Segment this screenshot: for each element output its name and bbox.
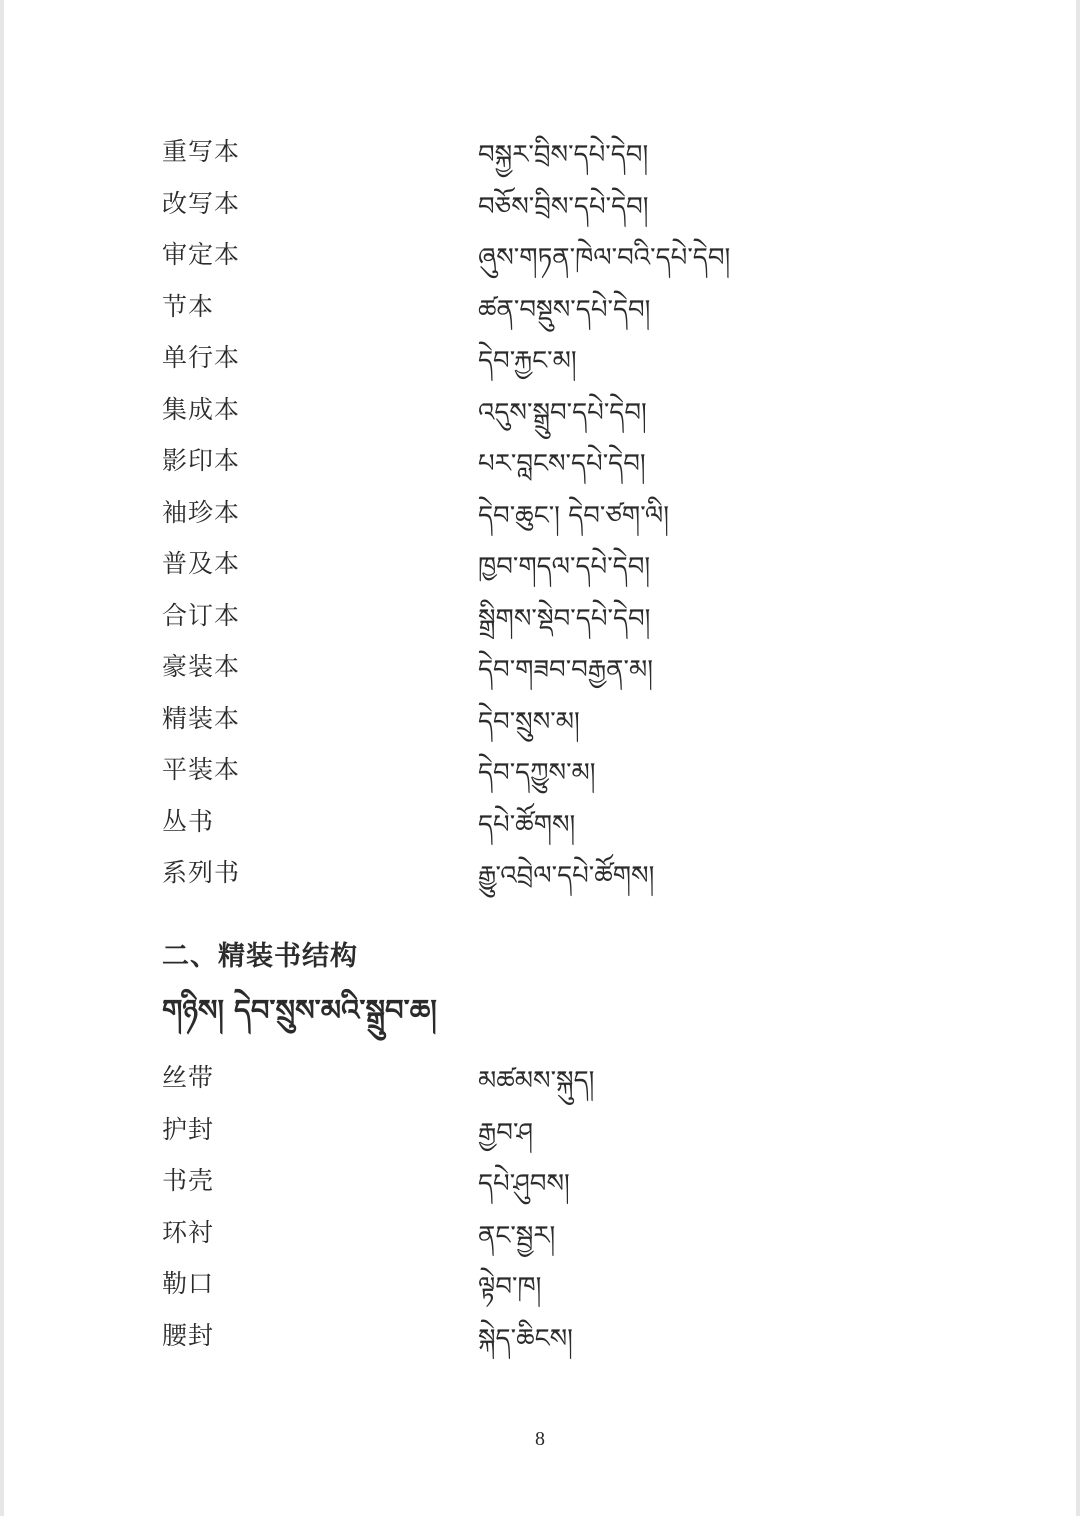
term-chinese: 改写本 — [162, 188, 241, 218]
term-chinese: 豪装本 — [162, 652, 241, 681]
term-chinese: 护封 — [162, 1114, 215, 1144]
term-chinese: 勒口 — [162, 1269, 215, 1298]
term-tibetan: དེབ་གཟབ་བརྒྱན་མ། — [478, 655, 653, 685]
term-row — [0, 794, 1080, 846]
term-chinese: 平装本 — [162, 755, 241, 784]
term-chinese: 腰封 — [162, 1320, 215, 1350]
term-tibetan: བསྐྱར་བྲིས་དཔེ་དེབ། — [478, 140, 649, 170]
term-row — [0, 845, 1080, 897]
term-tibetan: རྒྱབ་ཤ — [478, 1117, 534, 1148]
term-chinese: 精装本 — [162, 703, 241, 733]
term-tibetan: རྒྱུ་འབྲེལ་དཔེ་ཚོགས། — [478, 861, 655, 891]
term-row — [0, 691, 1080, 743]
term-chinese: 丛书 — [162, 806, 215, 836]
term-row — [0, 742, 1080, 794]
term-tibetan: མཚམས་སྐུད། — [478, 1066, 595, 1096]
term-tibetan: བཅོས་བྲིས་དཔེ་དེབ། — [478, 191, 649, 222]
term-tibetan: དཔེ་ཤུབས། — [478, 1169, 570, 1199]
term-tibetan: དེབ་སྲུས་མ། — [478, 706, 580, 737]
term-list-hardcover-structure — [0, 1050, 1080, 1359]
term-tibetan: སྐེད་ཆིངས། — [478, 1323, 573, 1354]
term-row — [0, 1308, 1080, 1360]
term-row — [0, 536, 1080, 588]
term-row — [0, 1205, 1080, 1257]
term-chinese: 重写本 — [162, 137, 241, 166]
term-row — [0, 588, 1080, 640]
section-heading-tibetan: གཉིས། དེབ་སྲུས་མའི་སྒྲུབ་ཆ། — [162, 993, 437, 1027]
term-chinese: 环衬 — [162, 1217, 215, 1247]
term-row — [0, 227, 1080, 279]
term-tibetan: པར་བླངས་དཔེ་དེབ། — [478, 449, 646, 479]
term-row — [0, 124, 1080, 176]
term-row — [0, 1050, 1080, 1102]
term-tibetan: ལྟེབ་ཁ། — [478, 1272, 542, 1302]
term-row — [0, 1256, 1080, 1308]
term-tibetan: དེབ་རྐྱང་མ། — [478, 346, 577, 376]
section-heading-chinese: 二、精装书结构 — [162, 941, 358, 972]
term-tibetan: ཚན་བསྡུས་དཔེ་དེབ། — [478, 294, 651, 325]
term-chinese: 袖珍本 — [162, 497, 241, 527]
term-list-editions — [0, 124, 1080, 897]
term-tibetan: ཁྱབ་གདལ་དཔེ་དེབ། — [478, 552, 651, 582]
term-tibetan: དཔེ་ཚོགས། — [478, 809, 576, 840]
term-chinese: 书壳 — [162, 1166, 215, 1195]
term-row — [0, 382, 1080, 434]
term-tibetan: དེབ་དཀྱུས་མ། — [478, 758, 596, 788]
term-row — [0, 330, 1080, 382]
term-row — [0, 1153, 1080, 1205]
term-chinese: 影印本 — [162, 446, 241, 475]
term-chinese: 单行本 — [162, 343, 241, 372]
term-tibetan: དེབ་ཆུང་། དེབ་ཙག་ལི། — [478, 500, 670, 531]
term-row — [0, 279, 1080, 331]
term-row — [0, 433, 1080, 485]
term-chinese: 审定本 — [162, 240, 241, 269]
term-row — [0, 639, 1080, 691]
term-tibetan: ནང་སྦྱར། — [478, 1220, 556, 1251]
term-chinese: 节本 — [162, 291, 215, 321]
term-chinese: 系列书 — [162, 858, 241, 887]
term-tibetan: ཞུས་གཏན་ཁེལ་བའི་དཔེ་དེབ། — [478, 243, 731, 273]
term-chinese: 普及本 — [162, 549, 241, 578]
term-chinese: 合订本 — [162, 600, 241, 630]
term-row — [0, 1102, 1080, 1154]
term-tibetan: སྒྲིགས་སྡེབ་དཔེ་དེབ། — [478, 603, 651, 634]
term-chinese: 集成本 — [162, 394, 241, 424]
term-tibetan: འདུས་སྒྲུབ་དཔེ་དེབ། — [478, 397, 647, 428]
term-row — [0, 485, 1080, 537]
page-number: 8 — [535, 1428, 545, 1450]
term-row — [0, 176, 1080, 228]
term-chinese: 丝带 — [162, 1063, 215, 1092]
